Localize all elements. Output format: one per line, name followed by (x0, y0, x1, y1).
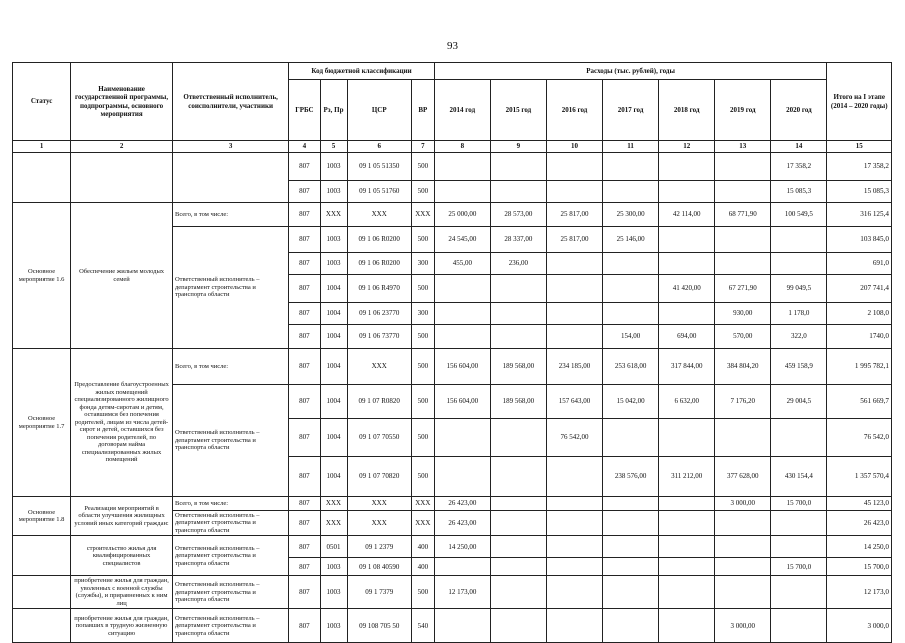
grbs-cell: 807 (289, 275, 320, 303)
year-value-cell (434, 153, 490, 181)
table-row (13, 203, 892, 227)
year-value-cell (490, 275, 546, 303)
column-number: 4 (289, 141, 320, 153)
page-number: 93 (447, 40, 458, 52)
column-number: 6 (347, 141, 411, 153)
vr-cell: 540 (411, 609, 434, 643)
rzpr-cell: 0501 (320, 536, 347, 558)
rzpr-cell: 1003 (320, 181, 347, 203)
year-value-cell: 25 817,00 (546, 203, 602, 227)
year-value-cell (771, 511, 827, 536)
responsible-cell: Ответственный исполнитель – департамент строительства и транспорта области (172, 227, 288, 349)
year-value-cell: 6 632,00 (659, 385, 715, 419)
program-name-cell (71, 153, 173, 203)
year-value-cell (715, 576, 771, 609)
year-value-cell (434, 325, 490, 349)
header-year: 2019 год (715, 80, 771, 141)
column-number: 13 (715, 141, 771, 153)
year-value-cell (715, 558, 771, 576)
year-value-cell (603, 576, 659, 609)
responsible-cell: Всего, в том числе: (172, 349, 288, 385)
responsible-cell: Ответственный исполнитель – департамент строительства и транспорта области (172, 511, 288, 536)
year-value-cell: 25 000,00 (434, 203, 490, 227)
column-number: 11 (603, 141, 659, 153)
year-value-cell (434, 457, 490, 497)
csr-cell: 09 108 705 50 (347, 609, 411, 643)
grbs-cell: 807 (289, 181, 320, 203)
year-value-cell (490, 181, 546, 203)
year-value-cell (490, 457, 546, 497)
header-vr: ВР (411, 80, 434, 141)
responsible-cell: Ответственный исполнитель – департамент строительства и транспорта области (172, 609, 288, 643)
vr-cell: XXX (411, 497, 434, 511)
status-cell (13, 536, 71, 576)
vr-cell: 500 (411, 349, 434, 385)
status-cell (13, 609, 71, 643)
year-value-cell (771, 576, 827, 609)
rzpr-cell: 1004 (320, 325, 347, 349)
total-cell: 12 173,0 (827, 576, 892, 609)
year-value-cell (715, 511, 771, 536)
total-cell: 207 741,4 (827, 275, 892, 303)
year-value-cell: 189 568,00 (490, 385, 546, 419)
year-value-cell (546, 325, 602, 349)
column-number-row (13, 141, 892, 153)
header-year: 2015 год (490, 80, 546, 141)
rzpr-cell: 1003 (320, 609, 347, 643)
year-value-cell: 15 700,0 (771, 558, 827, 576)
year-value-cell: 430 154,4 (771, 457, 827, 497)
year-value-cell (603, 253, 659, 275)
year-value-cell: 41 420,00 (659, 275, 715, 303)
year-value-cell (771, 419, 827, 457)
total-cell: 45 123,0 (827, 497, 892, 511)
grbs-cell: 807 (289, 536, 320, 558)
column-number: 15 (827, 141, 892, 153)
year-value-cell (434, 609, 490, 643)
vr-cell: 400 (411, 558, 434, 576)
year-value-cell (490, 511, 546, 536)
rzpr-cell: 1004 (320, 385, 347, 419)
csr-cell: 09 1 05 51350 (347, 153, 411, 181)
year-value-cell: 236,00 (490, 253, 546, 275)
year-value-cell: 25 146,00 (603, 227, 659, 253)
year-value-cell (546, 181, 602, 203)
year-value-cell: 24 545,00 (434, 227, 490, 253)
year-value-cell: 253 618,00 (603, 349, 659, 385)
total-cell: 76 542,0 (827, 419, 892, 457)
year-value-cell (715, 227, 771, 253)
year-value-cell: 1 178,0 (771, 303, 827, 325)
total-cell: 316 125,4 (827, 203, 892, 227)
total-cell: 17 358,2 (827, 153, 892, 181)
grbs-cell: 807 (289, 457, 320, 497)
total-cell: 15 700,0 (827, 558, 892, 576)
year-value-cell (659, 227, 715, 253)
header-csr: ЦСР (347, 80, 411, 141)
year-value-cell: 3 000,00 (715, 609, 771, 643)
csr-cell: XXX (347, 511, 411, 536)
total-cell: 1 995 782,1 (827, 349, 892, 385)
csr-cell: 09 1 06 R4970 (347, 275, 411, 303)
header-total: Итого на I этапе (2014 – 2020 годы) (827, 63, 892, 141)
header-year: 2016 год (546, 80, 602, 141)
year-value-cell: 157 643,00 (546, 385, 602, 419)
year-value-cell (603, 609, 659, 643)
column-number: 10 (546, 141, 602, 153)
table-row (13, 609, 892, 643)
table-row (13, 349, 892, 385)
grbs-cell: 807 (289, 303, 320, 325)
year-value-cell: 12 173,00 (434, 576, 490, 609)
year-value-cell (490, 419, 546, 457)
vr-cell: 500 (411, 419, 434, 457)
vr-cell: 500 (411, 385, 434, 419)
year-value-cell: 14 250,00 (434, 536, 490, 558)
responsible-cell: Ответственный исполнитель – департамент строительства и транспорта области (172, 576, 288, 609)
year-value-cell (434, 303, 490, 325)
status-cell (13, 576, 71, 609)
year-value-cell (659, 558, 715, 576)
grbs-cell: 807 (289, 511, 320, 536)
year-value-cell (490, 153, 546, 181)
year-value-cell: 3 000,00 (715, 497, 771, 511)
year-value-cell (603, 558, 659, 576)
total-cell: 691,0 (827, 253, 892, 275)
vr-cell: 500 (411, 181, 434, 203)
header-program-name: Наименование государственной программы, подпрограммы, основного мероприятия (71, 63, 173, 141)
csr-cell: XXX (347, 349, 411, 385)
year-value-cell (603, 275, 659, 303)
vr-cell: 400 (411, 536, 434, 558)
year-value-cell (659, 419, 715, 457)
year-value-cell (434, 419, 490, 457)
column-number: 1 (13, 141, 71, 153)
year-value-cell (546, 275, 602, 303)
year-value-cell (659, 497, 715, 511)
column-number: 8 (434, 141, 490, 153)
year-value-cell (659, 609, 715, 643)
grbs-cell: 807 (289, 385, 320, 419)
year-value-cell: 694,00 (659, 325, 715, 349)
year-value-cell: 67 271,90 (715, 275, 771, 303)
status-cell: Основное мероприятие 1.8 (13, 497, 71, 536)
year-value-cell: 154,00 (603, 325, 659, 349)
vr-cell: 500 (411, 227, 434, 253)
rzpr-cell: 1004 (320, 275, 347, 303)
total-cell: 1740,0 (827, 325, 892, 349)
year-value-cell: 384 804,20 (715, 349, 771, 385)
year-value-cell (659, 576, 715, 609)
csr-cell: 09 1 2379 (347, 536, 411, 558)
program-name-cell: Обеспечение жильем молодых семей (71, 203, 173, 349)
table-row (13, 497, 892, 511)
csr-cell: 09 1 06 R0200 (347, 227, 411, 253)
table-row (13, 153, 892, 181)
vr-cell: 500 (411, 457, 434, 497)
column-number: 5 (320, 141, 347, 153)
table-row (13, 536, 892, 558)
year-value-cell (659, 181, 715, 203)
grbs-cell: 807 (289, 349, 320, 385)
grbs-cell: 807 (289, 325, 320, 349)
year-value-cell: 189 568,00 (490, 349, 546, 385)
vr-cell: 300 (411, 303, 434, 325)
year-value-cell (715, 153, 771, 181)
year-value-cell (490, 497, 546, 511)
year-value-cell: 459 158,9 (771, 349, 827, 385)
year-value-cell (490, 576, 546, 609)
year-value-cell (490, 325, 546, 349)
year-value-cell: 100 549,5 (771, 203, 827, 227)
grbs-cell: 807 (289, 497, 320, 511)
vr-cell: XXX (411, 511, 434, 536)
total-cell: 3 000,0 (827, 609, 892, 643)
header-expenses: Расходы (тыс. рублей), годы (434, 63, 827, 80)
year-value-cell (434, 181, 490, 203)
csr-cell: 09 1 07 70820 (347, 457, 411, 497)
total-cell: 103 845,0 (827, 227, 892, 253)
csr-cell: XXX (347, 203, 411, 227)
program-name-cell: приобретение жилья для граждан, попавших в трудную жизненную ситуацию (71, 609, 173, 643)
rzpr-cell: XXX (320, 203, 347, 227)
rzpr-cell: 1004 (320, 457, 347, 497)
year-value-cell (771, 609, 827, 643)
year-value-cell: 99 049,5 (771, 275, 827, 303)
status-cell (13, 153, 71, 203)
year-value-cell: 76 542,00 (546, 419, 602, 457)
total-cell: 14 250,0 (827, 536, 892, 558)
grbs-cell: 807 (289, 558, 320, 576)
total-cell: 15 085,3 (827, 181, 892, 203)
year-value-cell (603, 419, 659, 457)
header-responsible: Ответственный исполнитель, соисполнители, участники (172, 63, 288, 141)
total-cell: 2 108,0 (827, 303, 892, 325)
csr-cell: 09 1 05 51760 (347, 181, 411, 203)
year-value-cell (546, 511, 602, 536)
year-value-cell: 156 604,00 (434, 385, 490, 419)
total-cell: 26 423,0 (827, 511, 892, 536)
csr-cell: 09 1 07 70550 (347, 419, 411, 457)
program-name-cell: Предоставление благоустроенных жилых помещений специализированного жилищного фонда детям-сиротам и детям, оставшимся без попечения родителей, лицам из числа детей-сирот и детей, оставшихся без попечения родителей, по договорам найма специализированных жилых помещений (71, 349, 173, 497)
year-value-cell: 17 358,2 (771, 153, 827, 181)
year-value-cell: 25 300,00 (603, 203, 659, 227)
responsible-cell: Ответственный исполнитель – департамент строительства и транспорта области (172, 385, 288, 497)
year-value-cell: 238 576,00 (603, 457, 659, 497)
header-budget-code: Код бюджетной классификации (289, 63, 434, 80)
year-value-cell (546, 558, 602, 576)
csr-cell: 09 1 06 23770 (347, 303, 411, 325)
responsible-cell: Ответственный исполнитель – департамент строительства и транспорта области (172, 536, 288, 576)
year-value-cell (546, 609, 602, 643)
column-number: 2 (71, 141, 173, 153)
rzpr-cell: 1003 (320, 153, 347, 181)
vr-cell: 500 (411, 153, 434, 181)
year-value-cell (490, 558, 546, 576)
year-value-cell (715, 536, 771, 558)
year-value-cell (659, 536, 715, 558)
header-year: 2014 год (434, 80, 490, 141)
table-row (13, 576, 892, 609)
program-name-cell: Реализация мероприятий в области улучшения жилищных условий иных категорий граждан: (71, 497, 173, 536)
rzpr-cell: 1004 (320, 303, 347, 325)
vr-cell: 300 (411, 253, 434, 275)
budget-table (12, 62, 892, 643)
header-year: 2017 год (603, 80, 659, 141)
year-value-cell: 317 844,00 (659, 349, 715, 385)
grbs-cell: 807 (289, 576, 320, 609)
grbs-cell: 807 (289, 227, 320, 253)
year-value-cell: 311 212,00 (659, 457, 715, 497)
year-value-cell: 234 185,00 (546, 349, 602, 385)
rzpr-cell: 1004 (320, 349, 347, 385)
rzpr-cell: 1003 (320, 576, 347, 609)
year-value-cell: 68 771,90 (715, 203, 771, 227)
vr-cell: 500 (411, 576, 434, 609)
year-value-cell (546, 536, 602, 558)
year-value-cell (603, 536, 659, 558)
year-value-cell (546, 303, 602, 325)
csr-cell: 09 1 06 73770 (347, 325, 411, 349)
column-number: 14 (771, 141, 827, 153)
responsible-cell: Всего, в том числе: (172, 497, 288, 511)
status-cell: Основное мероприятие 1.6 (13, 203, 71, 349)
header-year: 2018 год (659, 80, 715, 141)
vr-cell: 500 (411, 275, 434, 303)
year-value-cell (771, 227, 827, 253)
year-value-cell (659, 303, 715, 325)
rzpr-cell: XXX (320, 497, 347, 511)
csr-cell: 09 1 06 R0200 (347, 253, 411, 275)
rzpr-cell: XXX (320, 511, 347, 536)
year-value-cell (603, 303, 659, 325)
status-cell: Основное мероприятие 1.7 (13, 349, 71, 497)
year-value-cell: 156 604,00 (434, 349, 490, 385)
header-grbs: ГРБС (289, 80, 320, 141)
total-cell: 1 357 570,4 (827, 457, 892, 497)
rzpr-cell: 1004 (320, 419, 347, 457)
csr-cell: 09 1 7379 (347, 576, 411, 609)
column-number: 7 (411, 141, 434, 153)
table-body (13, 153, 892, 643)
total-cell: 561 669,7 (827, 385, 892, 419)
csr-cell: 09 1 08 40590 (347, 558, 411, 576)
rzpr-cell: 1003 (320, 558, 347, 576)
year-value-cell: 28 337,00 (490, 227, 546, 253)
year-value-cell (546, 153, 602, 181)
year-value-cell: 930,00 (715, 303, 771, 325)
year-value-cell: 26 423,00 (434, 497, 490, 511)
year-value-cell (490, 536, 546, 558)
year-value-cell (715, 419, 771, 457)
year-value-cell (659, 511, 715, 536)
year-value-cell: 29 004,5 (771, 385, 827, 419)
year-value-cell (771, 253, 827, 275)
year-value-cell (546, 497, 602, 511)
vr-cell: XXX (411, 203, 434, 227)
year-value-cell: 28 573,00 (490, 203, 546, 227)
year-value-cell (546, 576, 602, 609)
grbs-cell: 807 (289, 203, 320, 227)
year-value-cell (434, 275, 490, 303)
year-value-cell: 570,00 (715, 325, 771, 349)
program-name-cell: строительство жилья для квалифицированных специалистов (71, 536, 173, 576)
year-value-cell (603, 153, 659, 181)
year-value-cell (603, 497, 659, 511)
year-value-cell (603, 181, 659, 203)
header-rzpr: Рз, Пр (320, 80, 347, 141)
year-value-cell (715, 181, 771, 203)
year-value-cell (715, 253, 771, 275)
year-value-cell (490, 303, 546, 325)
year-value-cell (434, 558, 490, 576)
column-number: 12 (659, 141, 715, 153)
rzpr-cell: 1003 (320, 227, 347, 253)
year-value-cell: 15 085,3 (771, 181, 827, 203)
grbs-cell: 807 (289, 609, 320, 643)
csr-cell: XXX (347, 497, 411, 511)
year-value-cell: 15 700,0 (771, 497, 827, 511)
year-value-cell: 26 423,00 (434, 511, 490, 536)
responsible-cell: Всего, в том числе: (172, 203, 288, 227)
year-value-cell: 42 114,00 (659, 203, 715, 227)
year-value-cell (659, 253, 715, 275)
header-year: 2020 год (771, 80, 827, 141)
column-number: 9 (490, 141, 546, 153)
grbs-cell: 807 (289, 253, 320, 275)
year-value-cell: 377 628,00 (715, 457, 771, 497)
responsible-cell (172, 153, 288, 203)
year-value-cell (659, 153, 715, 181)
grbs-cell: 807 (289, 153, 320, 181)
year-value-cell: 7 176,20 (715, 385, 771, 419)
year-value-cell (771, 536, 827, 558)
year-value-cell (603, 511, 659, 536)
vr-cell: 500 (411, 325, 434, 349)
year-value-cell: 15 042,00 (603, 385, 659, 419)
year-value-cell: 25 817,00 (546, 227, 602, 253)
csr-cell: 09 1 07 R0820 (347, 385, 411, 419)
year-value-cell: 455,00 (434, 253, 490, 275)
year-value-cell: 322,0 (771, 325, 827, 349)
year-value-cell (546, 253, 602, 275)
column-number: 3 (172, 141, 288, 153)
rzpr-cell: 1003 (320, 253, 347, 275)
grbs-cell: 807 (289, 419, 320, 457)
header-status: Статус (13, 63, 71, 141)
program-name-cell: приобретение жилья для граждан, уволенных с военной службы (службы), и приравненных к ним лиц (71, 576, 173, 609)
year-value-cell (490, 609, 546, 643)
year-value-cell (546, 457, 602, 497)
